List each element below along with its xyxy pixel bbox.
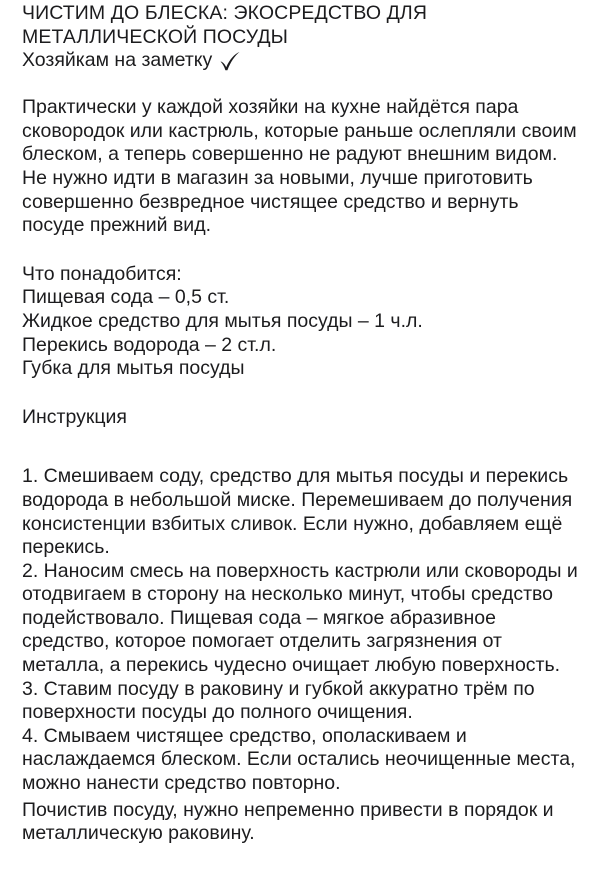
intro-paragraph: Практически у каждой хозяйки на кухне найдётся пара сковородок или кастрюль, которые раньше ослепляли своим блеском, а теперь совершенно не радуют внешним видом. Не нужно идти в магазин за новыми, лучше приготовить совершенно безвредное чистящее средство и вернуть посуде прежний вид. (22, 96, 577, 237)
spacer (22, 381, 586, 406)
instruction-step: 4. Смываем чистящее средство, ополаскиваем и наслаждаемся блеском. Если остались неочищенные места, можно нанести средство повторно. (22, 724, 576, 795)
check-mark-icon (218, 49, 242, 73)
ingredient-item: Пищевая сода – 0,5 ст. (22, 286, 230, 309)
ingredient-item: Губка для мытья посуды (22, 357, 245, 380)
title-line-2: МЕТАЛЛИЧЕСКОЙ ПОСУДЫ (22, 25, 288, 48)
ingredients-section (22, 263, 586, 381)
instruction-step: 3. Ставим посуду в раковину и губкой аккуратно трём по поверхности посуды до полного очищения. (22, 677, 535, 724)
ingredient-item: Перекись водорода – 2 ст.л. (22, 333, 277, 356)
ingredients-heading: Что понадобится: (22, 262, 182, 285)
closing-note: Почистив посуду, нужно непременно привести в порядок и металлическую раковину. (22, 798, 554, 845)
post-content (0, 2, 600, 846)
instruction-step: 2. Наносим смесь на поверхность кастрюли или сковороды и отодвигаем в сторону на несколько минут, чтобы средство подействовало. Пищевая сода – мягкое абразивное средство, которое помогает отделить загрязнения от металла, а перекись чудесно очищает любую поверхность. (22, 559, 578, 677)
spacer (22, 73, 586, 96)
spacer (22, 238, 586, 263)
instructions-heading: Инструкция (22, 405, 127, 428)
spacer (22, 429, 586, 465)
ingredient-item: Жидкое средство для мытья посуды – 1 ч.л. (22, 309, 423, 332)
title-line-1: ЧИСТИМ ДО БЛЕСКА: ЭКОСРЕДСТВО ДЛЯ (22, 2, 428, 24)
subtitle (22, 49, 586, 73)
post-header (22, 2, 586, 73)
instruction-step: 1. Смешиваем соду, средство для мытья посуды и перекись водорода в небольшой миске. Перемешиваем до получения консистенции взбитых сливок. Если нужно, добавляем ещё перекись. (22, 465, 573, 559)
subtitle-text: Хозяйкам на заметку (22, 49, 213, 72)
instructions-section (22, 406, 586, 846)
